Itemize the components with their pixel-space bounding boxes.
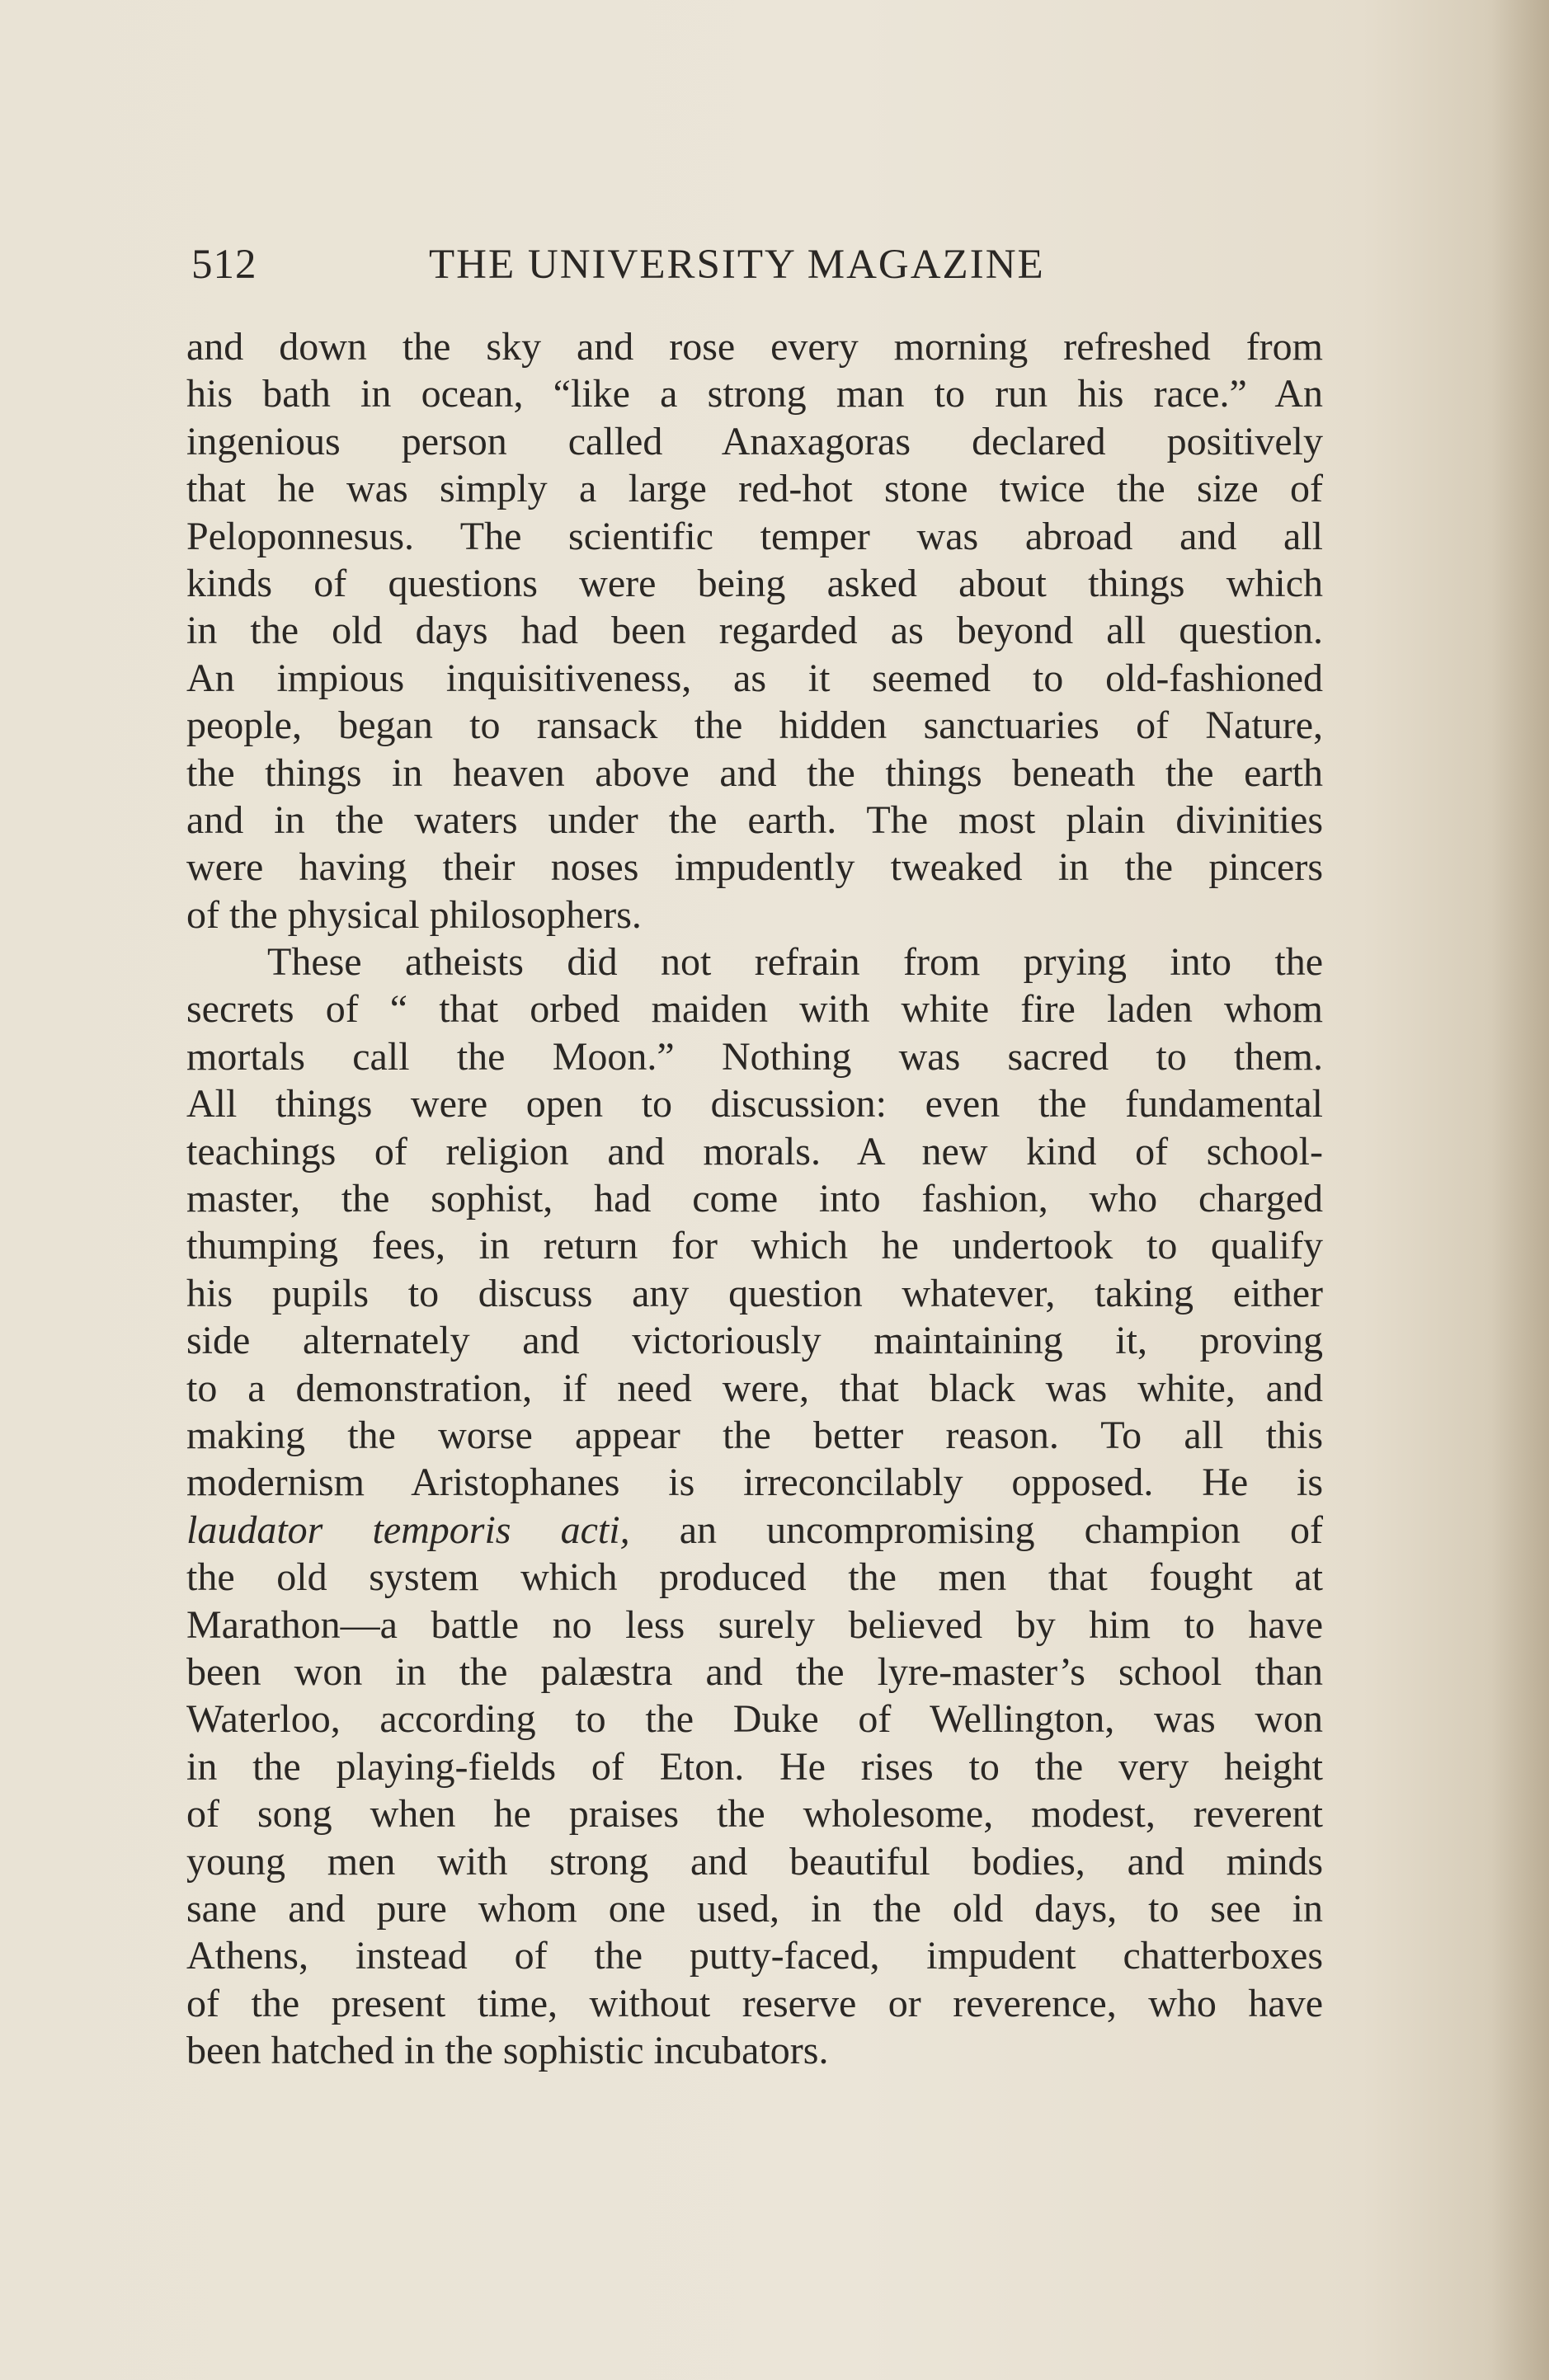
text-line: side alternately and victoriously maintaining it, proving [186, 1319, 1323, 1363]
text-line: in the playing-fields of Eton. He rises to the very height [186, 1744, 1323, 1789]
text-line-rest: an uncompromising champion of [629, 1507, 1323, 1552]
text-line: and down the sky and rose every morning refreshed from [186, 325, 1323, 369]
running-head [191, 241, 1082, 299]
text-line: that he was simply a large red-hot stone twice the size of [186, 467, 1323, 511]
text-line: of the physical philosophers. [186, 892, 642, 937]
text-line: were having their noses impudently tweaked in the pincers [186, 845, 1323, 890]
text-line: modernism Aristophanes is irreconcilably opposed. He is [186, 1460, 1323, 1505]
text-line: These atheists did not refrain from prying into the [267, 940, 1323, 985]
text-line: Marathon—a battle no less surely believed by him to have [186, 1602, 1323, 1647]
latin-phrase: laudator temporis acti, [186, 1507, 630, 1552]
text-line: and in the waters under the earth. The most plain divinities [186, 797, 1323, 842]
text-line: mortals call the Moon.” Nothing was sacred to them. [186, 1034, 1323, 1079]
journal-title: THE UNIVERSITY MAGAZINE [429, 242, 1045, 288]
text-line: in the old days had been regarded as beyond all question. [186, 609, 1323, 653]
text-line: been hatched in the sophistic incubators. [186, 2029, 829, 2073]
page-number: 512 [191, 242, 257, 288]
text-line: the things in heaven above and the things beneath the earth [186, 750, 1323, 795]
text-line: ingenious person called Anaxagoras declared positively [186, 419, 1323, 463]
body-text [186, 323, 1323, 2105]
text-line: his bath in ocean, “like a strong man to run his race.” An [186, 372, 1323, 416]
text-line: people, began to ransack the hidden sanctuaries of Nature, [186, 703, 1323, 748]
text-line: been won in the palæstra and the lyre-master’s school than [186, 1649, 1323, 1694]
text-line: teachings of religion and morals. A new kind of school- [186, 1129, 1323, 1174]
text-line: thumping fees, in return for which he undertook to qualify [186, 1224, 1323, 1268]
text-line: kinds of questions were being asked about things which [186, 561, 1323, 605]
text-line: Waterloo, according to the Duke of Wellington, was won [186, 1697, 1323, 1742]
text-line: the old system which produced the men that fought at [186, 1555, 1323, 1600]
text-line: Athens, instead of the putty-faced, impudent chatterboxes [186, 1934, 1323, 1978]
text-line: his pupils to discuss any question whatever, taking either [186, 1271, 1323, 1315]
spine-shadow [1491, 0, 1549, 2380]
text-line: Peloponnesus. The scientific temper was abroad and all [186, 514, 1323, 558]
text-line: All things were open to discussion: even the fundamental [186, 1082, 1323, 1127]
text-line: young men with strong and beautiful bodies, and minds [186, 1839, 1323, 1884]
text-line: to a demonstration, if need were, that black was white, and [186, 1366, 1323, 1410]
text-line: secrets of “ that orbed maiden with white fire laden whom [186, 987, 1323, 1032]
text-line: making the worse appear the better reason. To all this [186, 1413, 1323, 1457]
text-line: An impious inquisitiveness, as it seemed to old-fashioned [186, 656, 1323, 700]
text-line: master, the sophist, had come into fashion, who charged [186, 1177, 1323, 1221]
text-line: sane and pure whom one used, in the old days, to see in [186, 1886, 1323, 1931]
text-line: of the present time, without reserve or reverence, who have [186, 1981, 1323, 2025]
text-line-with-italic [186, 1507, 1323, 1554]
text-line: of song when he praises the wholesome, modest, reverent [186, 1792, 1323, 1837]
